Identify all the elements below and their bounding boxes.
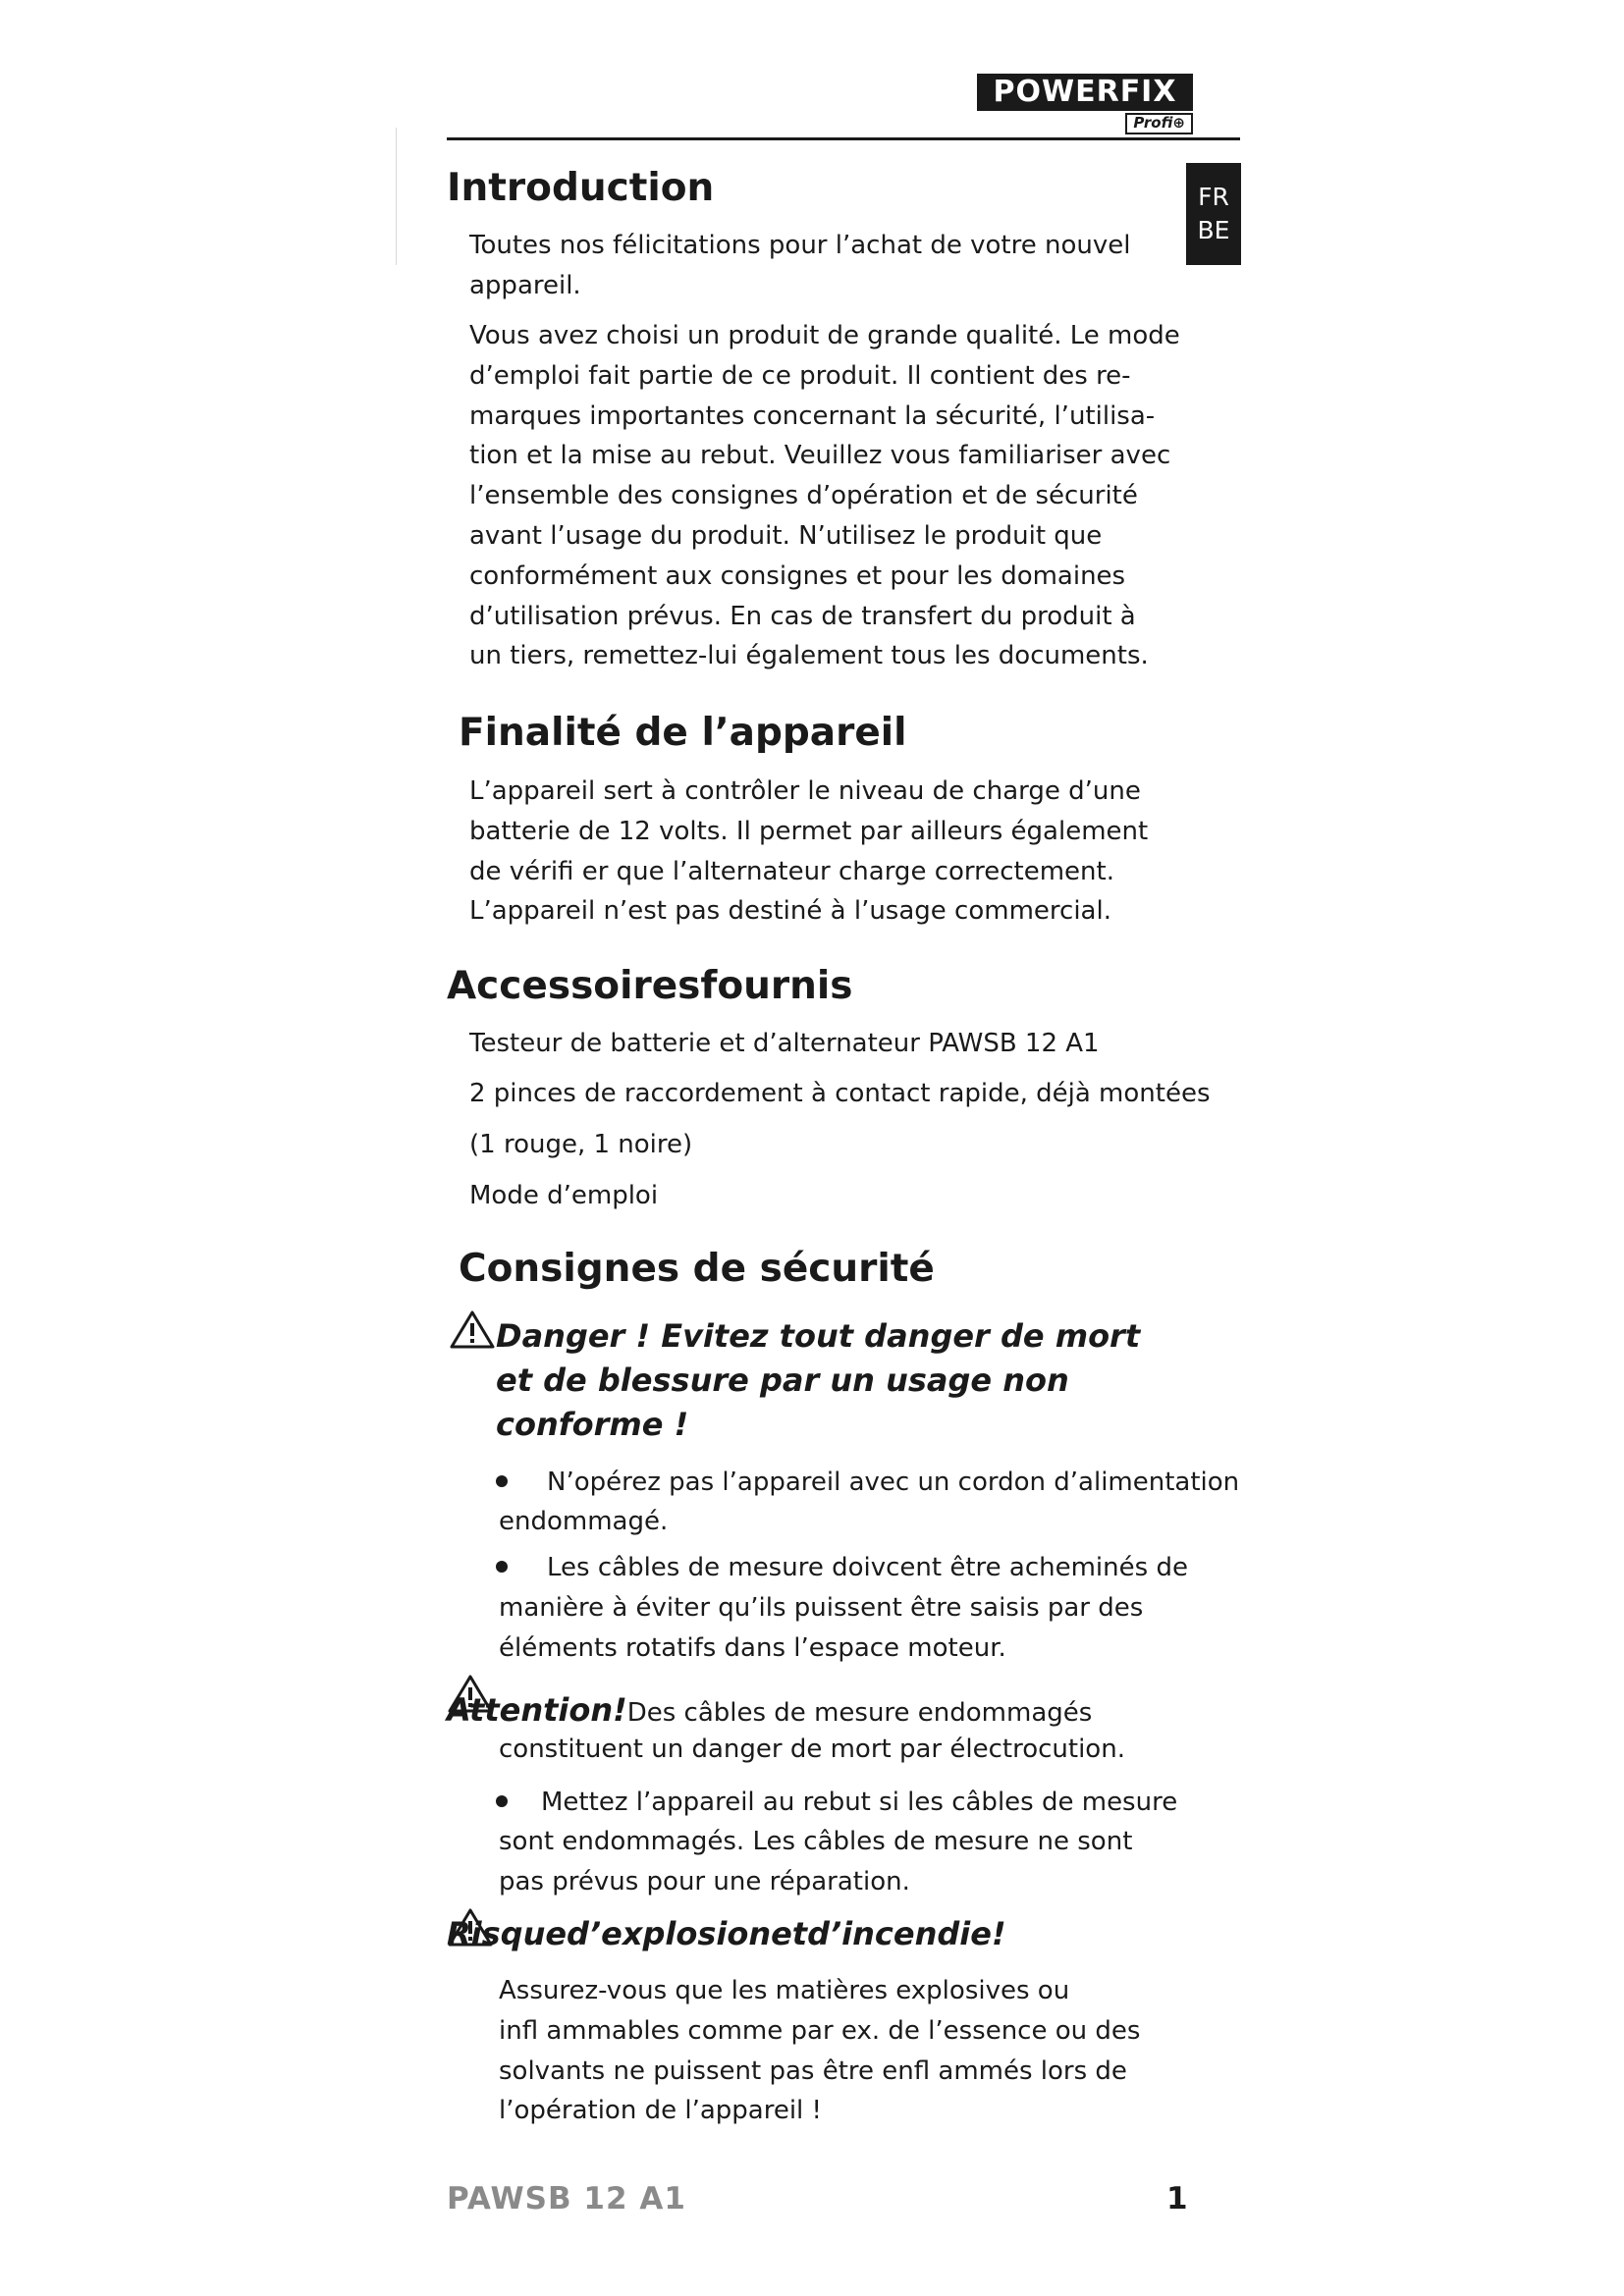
margin-line <box>396 128 397 265</box>
accessory-item: 2 pinces de raccordement à contact rapide, déjà montées <box>469 1079 1211 1108</box>
attention-item-text: Mettez l’appareil au rebut si les câbles de mesure <box>541 1788 1178 1817</box>
bullet-icon <box>496 1795 508 1807</box>
warning-triangle-icon <box>450 1309 495 1349</box>
logo-wordmark: POWERFIX <box>977 74 1193 111</box>
danger-item-text: Les câbles de mesure doivcent être acheminés de <box>547 1553 1188 1582</box>
risk-warning-title: Risqued’explosionetd’incendie! <box>447 1915 1006 1952</box>
purpose-paragraph: L’appareil sert à contrôler le niveau de charge d’une batterie de 12 volts. Il permet par ailleurs également de vérifi er que l’alternateur charge correctement. L’appareil n’est pas destiné à l’usage commercial. <box>469 776 1149 927</box>
attention-text-cont: constituent un danger de mort par électrocution. <box>499 1735 1125 1764</box>
header-divider <box>447 137 1240 140</box>
attention-label: Attention! <box>447 1691 627 1729</box>
accessory-item: (1 rouge, 1 noire) <box>469 1130 693 1159</box>
section-title-safety: Consignes de sécurité <box>459 1247 935 1291</box>
bullet-icon <box>496 1475 508 1487</box>
danger-item-text: N’opérez pas l’appareil avec un cordon d’alimentation <box>547 1468 1240 1497</box>
attention-text: Des câbles de mesure endommagés <box>626 1698 1093 1728</box>
footer-model-number: PAWSB 12 A1 <box>447 2181 686 2216</box>
lang-code-be: BE <box>1197 216 1230 244</box>
bullet-icon <box>496 1561 508 1573</box>
intro-paragraph-2: Vous avez choisi un produit de grande qualité. Le mode d’emploi fait partie de ce produit. Il contient des re- marques importantes concernant la sécurité, l’utilisa- tion et la mise au rebut. Veuillez vous familiariser avec l’ensemble des consignes d’opération et de sécurité avant l’usage du produit. N’utilisez le produit que conformément aux consignes et pour les domaines d’utilisation prévus. En cas de transfert du produit à un tiers, remettez-lui également tous les documents. <box>469 321 1180 671</box>
attention-item-text: sont endommagés. Les câbles de mesure ne sont pas prévus pour une réparation. <box>499 1827 1133 1896</box>
danger-item-text: endommagé. <box>499 1507 669 1536</box>
attention-notice <box>447 1690 1092 1733</box>
brand-logo <box>977 74 1193 131</box>
danger-warning-title: Danger ! Evitez tout danger de mort et de blessure par un usage non conforme ! <box>496 1317 1141 1443</box>
logo-subbrand: Profi⊕ <box>1125 113 1193 134</box>
section-title-purpose: Finalité de l’appareil <box>459 711 907 755</box>
lang-code-fr: FR <box>1198 183 1229 211</box>
danger-item-text: manière à éviter qu’ils puissent être saisis par des éléments rotatifs dans l’espace moteur. <box>499 1593 1144 1663</box>
section-title-introduction: Introduction <box>447 166 715 210</box>
intro-paragraph-1: Toutes nos félicitations pour l’achat de votre nouvel appareil. <box>469 231 1131 300</box>
accessory-item: Testeur de batterie et d’alternateur PAWSB 12 A1 <box>469 1029 1100 1058</box>
accessory-item: Mode d’emploi <box>469 1181 659 1210</box>
risk-paragraph: Assurez-vous que les matières explosives ou infl ammables comme par ex. de l’essence ou des solvants ne puissent pas être enfl ammés lors de l’opération de l’appareil ! <box>499 1976 1141 2126</box>
language-tab <box>1186 163 1241 265</box>
section-title-accessories: Accessoiresfournis <box>447 964 853 1008</box>
page-number: 1 <box>1166 2181 1188 2216</box>
